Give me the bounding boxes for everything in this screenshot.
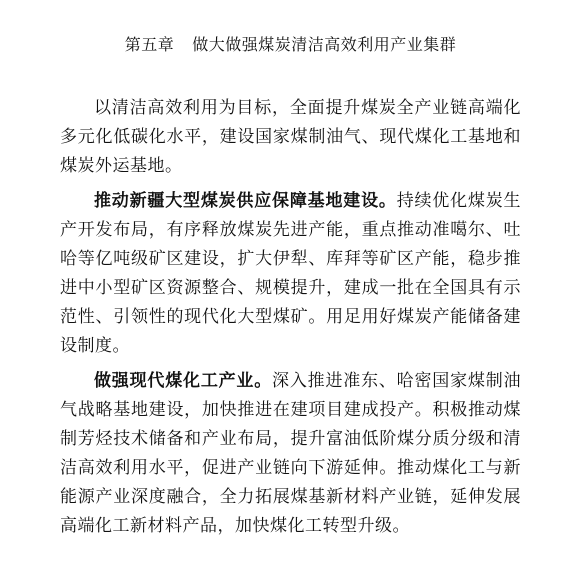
- chapter-number: 第五章: [124, 35, 175, 54]
- paragraph-text: 深入推进准东、哈密国家煤制油气战略基地建设，加快推进在建项目建成投产。积极推动煤制芳烃技术储备和产业布局，提升富油低阶煤分质分级和清洁高效利用水平，促进产业链向下游延伸。推动煤化工与新能源产业深度融合，全力拓展煤基新材料产业链，延伸发展高端化工新材料产品，加快煤化工转型升级。: [60, 371, 522, 536]
- paragraph-text: 持续优化煤炭生产开发布局，有序释放煤炭先进产能，重点推动准噶尔、吐哈等亿吨级矿区建设，扩大伊犁、库拜等矿区产能，稳步推进中小型矿区资源整合、规模提升，建成一批在全国具有示范性、引领性的现代化大型煤矿。用足用好煤炭产能储备建设制度。: [60, 191, 522, 356]
- chapter-title: 做大做强煤炭清洁高效利用产业集群: [192, 35, 457, 54]
- paragraph-lead: 推动新疆大型煤炭供应保障基地建设。: [94, 191, 397, 211]
- paragraph-coal-chemical: [60, 367, 521, 541]
- paragraph-intro: [60, 94, 521, 181]
- paragraph-lead: 做强现代煤化工产业。: [94, 371, 273, 391]
- paragraph-text: 以清洁高效利用为目标，全面提升煤炭全产业链高端化多元化低碳化水平，建设国家煤制油气、现代煤化工基地和煤炭外运基地。: [60, 98, 521, 176]
- chapter-heading: [60, 34, 521, 56]
- paragraph-coal-supply: [60, 187, 521, 361]
